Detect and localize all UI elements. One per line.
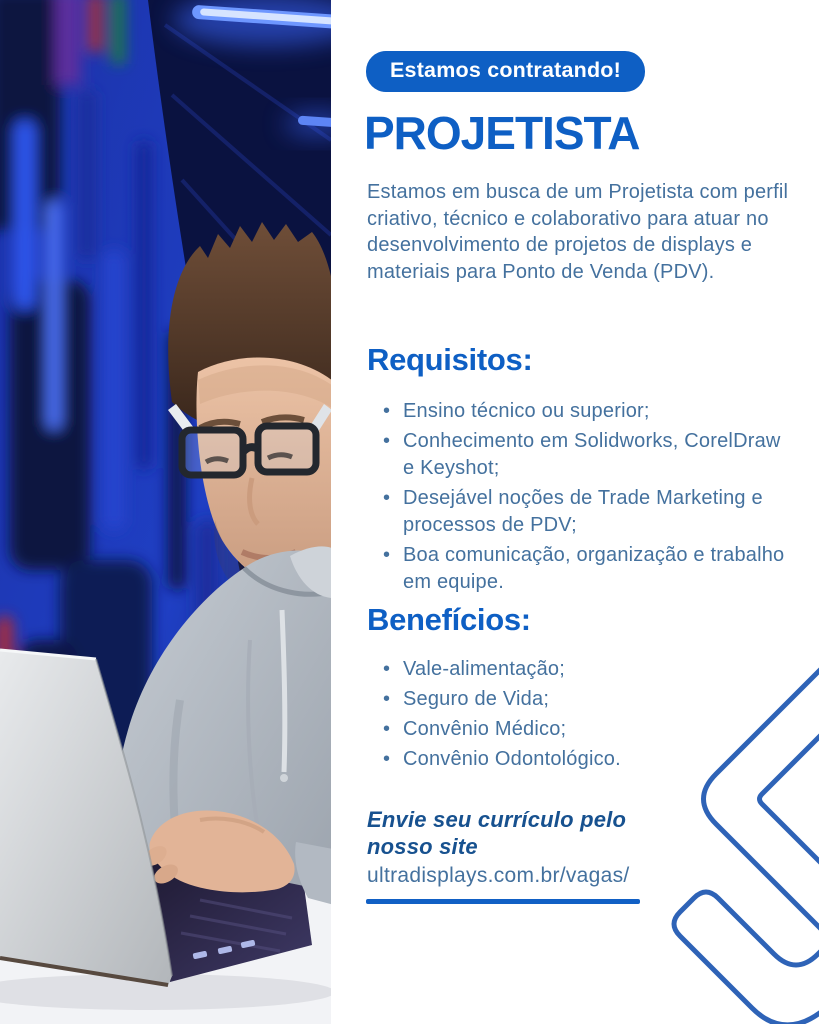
job-title: PROJETISTA bbox=[364, 107, 640, 159]
benefit-item: • Convênio Odontológico. bbox=[381, 746, 789, 773]
hiring-badge-label: Estamos contratando! bbox=[390, 58, 621, 82]
requirement-item: • Conhecimento em Solidworks, CorelDraw e Keyshot; bbox=[381, 428, 789, 482]
beneficios-heading: Benefícios: bbox=[367, 602, 531, 637]
underline-rule bbox=[366, 899, 640, 904]
cta-text: Envie seu currículo pelo nosso site bbox=[367, 807, 627, 859]
website-url[interactable]: ultradisplays.com.br/vagas/ bbox=[367, 864, 630, 887]
requirement-item: • Ensino técnico ou superior; bbox=[381, 398, 789, 425]
benefit-item: • Vale-alimentação; bbox=[381, 656, 789, 683]
hiring-badge bbox=[366, 51, 645, 92]
designer-photo-illustration bbox=[0, 0, 331, 1024]
benefit-item: • Seguro de Vida; bbox=[381, 686, 789, 713]
job-description: Estamos em busca de um Projetista com perfil criativo, técnico e colaborativo para atuar no desenvolvimento de projetos de displays e materiais para Ponto de Venda (PDV). bbox=[367, 181, 789, 283]
requisitos-heading: Requisitos: bbox=[367, 342, 533, 377]
requirement-item: • Desejável noções de Trade Marketing e processos de PDV; bbox=[381, 485, 789, 539]
requirement-item: • Boa comunicação, organização e trabalho em equipe. bbox=[381, 542, 789, 596]
benefit-item: • Convênio Médico; bbox=[381, 716, 789, 743]
photo-designer-at-laptop bbox=[0, 0, 331, 1024]
ultra-displays-logo-icon bbox=[640, 640, 819, 1024]
requisitos-list bbox=[381, 398, 789, 599]
